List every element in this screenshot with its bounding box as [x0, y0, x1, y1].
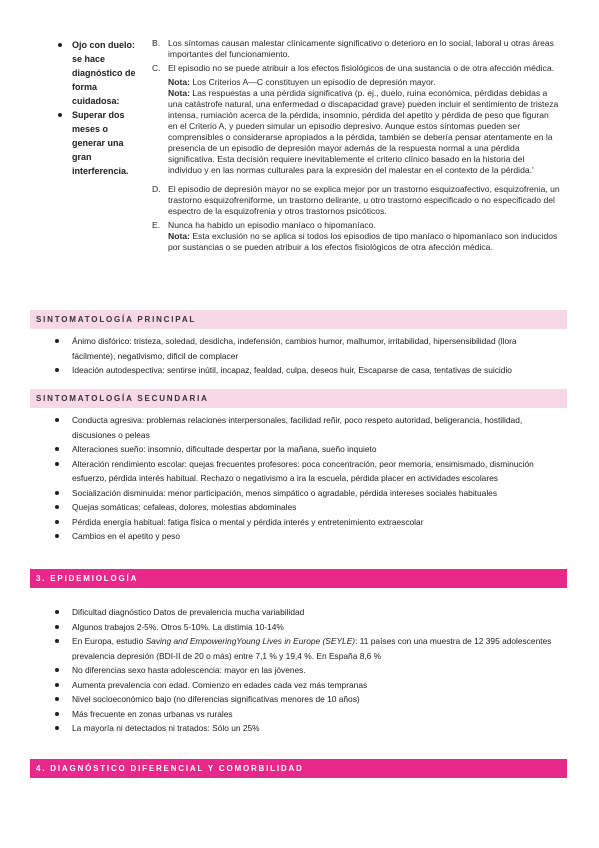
criterion-d: [152, 184, 560, 217]
list-item: Alteración rendimiento escolar: quejas frecuentes profesores: poca concentración, peor memoria, ensimismado, disminución esfuerzo, pérdida interés habitual. Rechazo o negativismo a ira la escuela, pérdida placer en actividades escolares: [52, 457, 562, 486]
criterion-letter: B.: [152, 38, 161, 48]
list-item: Ideación autodespectiva: sentirse inútil, incapaz, fealdad, culpa, deseos huir, Escaparse de casa, tentativas de suicidio: [52, 363, 562, 378]
list-item: Nivel socioeconómico bajo (no diferencias significativas menores de 10 años): [52, 692, 562, 707]
list-item: [52, 634, 562, 663]
dsm-criteria-excerpt: [152, 38, 560, 253]
section-header-principal: SINTOMATOLOGÍA PRINCIPAL: [30, 310, 567, 329]
criterion-b: [152, 38, 560, 60]
section-header-epidemiologia: 3. EPIDEMIOLOGÍA: [30, 569, 567, 588]
criterion-text: El episodio no se puede atribuir a los efectos fisiológicos de una sustancia o de otra afección médica.: [168, 63, 554, 73]
list-item: Cambios en el apetito y peso: [52, 529, 562, 544]
section-header-secundaria: SINTOMATOLOGÍA SECUNDARIA: [30, 389, 567, 408]
criterion-c: [152, 63, 560, 74]
list-item: Más frecuente en zonas urbanas vs rurales: [52, 707, 562, 722]
note-2: [152, 88, 560, 176]
list-item: Pérdida energía habitual: fatiga física o mental y pérdida interés y entretenimiento extraescolar: [52, 515, 562, 530]
criterion-text: El episodio de depresión mayor no se explica mejor por un trastorno esquizoafectivo, esquizofrenia, un trastorno esquizofreniforme, un trastorno delirante, u otro trastorno especificado o no especificado del espectro de la esquizofrenia y otros trastornos psicóticos.: [168, 184, 560, 216]
criterion-letter: E.: [152, 220, 161, 230]
margin-note: Superar dos meses o generar una gran interferencia.: [56, 108, 136, 178]
note-text: Las respuestas a una pérdida significativa (p. ej., duelo, ruina económica, pérdidas debidas a una catástrofe natural, una enfermedad o discapacidad grave) pueden incluir el sentimiento de tristeza intensa, rumiación acerca de la pérdida, insomnio, pérdida del apetito y pérdida de peso que figuran en el Criterio A, y pueden simular un episodio depresivo. Aunque estos síntomas pueden ser comprensibles o considerarse apropiados a la pérdida, también se debería pensar atentamente en la presencia de un episodio de depresión mayor además de la respuesta normal a una pérdida significativa. Esta decisión requiere inevitablemente el criterio clínico basado en la historia del individuo y en las normas culturales para la expresión del malestar en el contexto de la pérdida.': [168, 88, 559, 175]
margin-notes: [56, 38, 136, 178]
criterion-text: Nunca ha habido un episodio maníaco o hipomaníaco.: [168, 220, 376, 230]
margin-note: Ojo con duelo: se hace diagnóstico de forma cuidadosa:: [56, 38, 136, 108]
list-item: Quejas somáticas: cefaleas, dolores, molestias abdominales: [52, 500, 562, 515]
list-item: Ánimo disfórico: tristeza, soledad, desdicha, indefensión, cambios humor, malhumor, irritabilidad, hipersensibilidad (llora fácilmente), negativismo, dificil de complacer: [52, 334, 562, 363]
list-item: Alteraciones sueño: insomnio, dificultade despertar por la mañana, sueño inquieto: [52, 442, 562, 457]
list-item: No diferencias sexo hasta adolescencia: mayor en las jóvenes.: [52, 663, 562, 678]
note-label: Nota:: [168, 231, 190, 241]
item-text: : 11 países con una muestra de 12 395 adolescentes prevalencia depresión (BDI-II de 20 o más) entre 7,1 % y 19,4 %. En España 8,6 %: [72, 636, 552, 661]
criterion-letter: D.: [152, 184, 161, 194]
list-item: Conducta agresiva: problemas relaciones interpersonales, facilidad reñir, poco respeto autoridad, beligerancia, hostilidad, discusiones o peleas: [52, 413, 562, 442]
list-item: La mayoría ni detectados ni tratados: Sólo un 25%: [52, 721, 562, 736]
note-label: Nota:: [168, 88, 190, 98]
criterion-e: [152, 220, 560, 231]
section-header-diagnostico: 4. DIAGNÓSTICO DIFERENCIAL Y COMORBILIDAD: [30, 759, 567, 778]
list-item: Aumenta prevalencia con edad. Comienzo en edades cada vez más tempranas: [52, 678, 562, 693]
study-name: Saving and EmpoweringYoung Lives in Europe (SEYLE): [145, 636, 356, 646]
list-item: Socialización disminuida: menor participación, menos simpático o agradable, pérdida intereses sociales habituales: [52, 486, 562, 501]
epidemiologia-list: [52, 605, 562, 736]
list-item: Dificultad diagnóstico Datos de prevalencia mucha variabilidad: [52, 605, 562, 620]
item-text: En Europa, estudio: [72, 636, 146, 646]
principal-list: [52, 334, 562, 378]
note-1: [152, 77, 560, 88]
secundaria-list: [52, 413, 562, 544]
list-item: Algunos trabajos 2-5%. Otros 5-10%. La distimia 10-14%: [52, 620, 562, 635]
criterion-letter: C.: [152, 63, 161, 73]
note-text: Los Criterios A—C constituyen un episodio de depresión mayor.: [189, 77, 436, 87]
note-label: Nota:: [168, 77, 190, 87]
note-3: [152, 231, 560, 253]
note-text: Esta exclusión no se aplica si todos los episodios de tipo maníaco o hipomaníaco son inducidos por sustancias o se pueden atribuir a los efectos fisiológicos de otra afección médica.: [168, 231, 558, 252]
criterion-text: Los síntomas causan malestar clínicamente significativo o deterioro en lo social, laboral u otras áreas importantes del funcionamiento.: [168, 38, 554, 59]
